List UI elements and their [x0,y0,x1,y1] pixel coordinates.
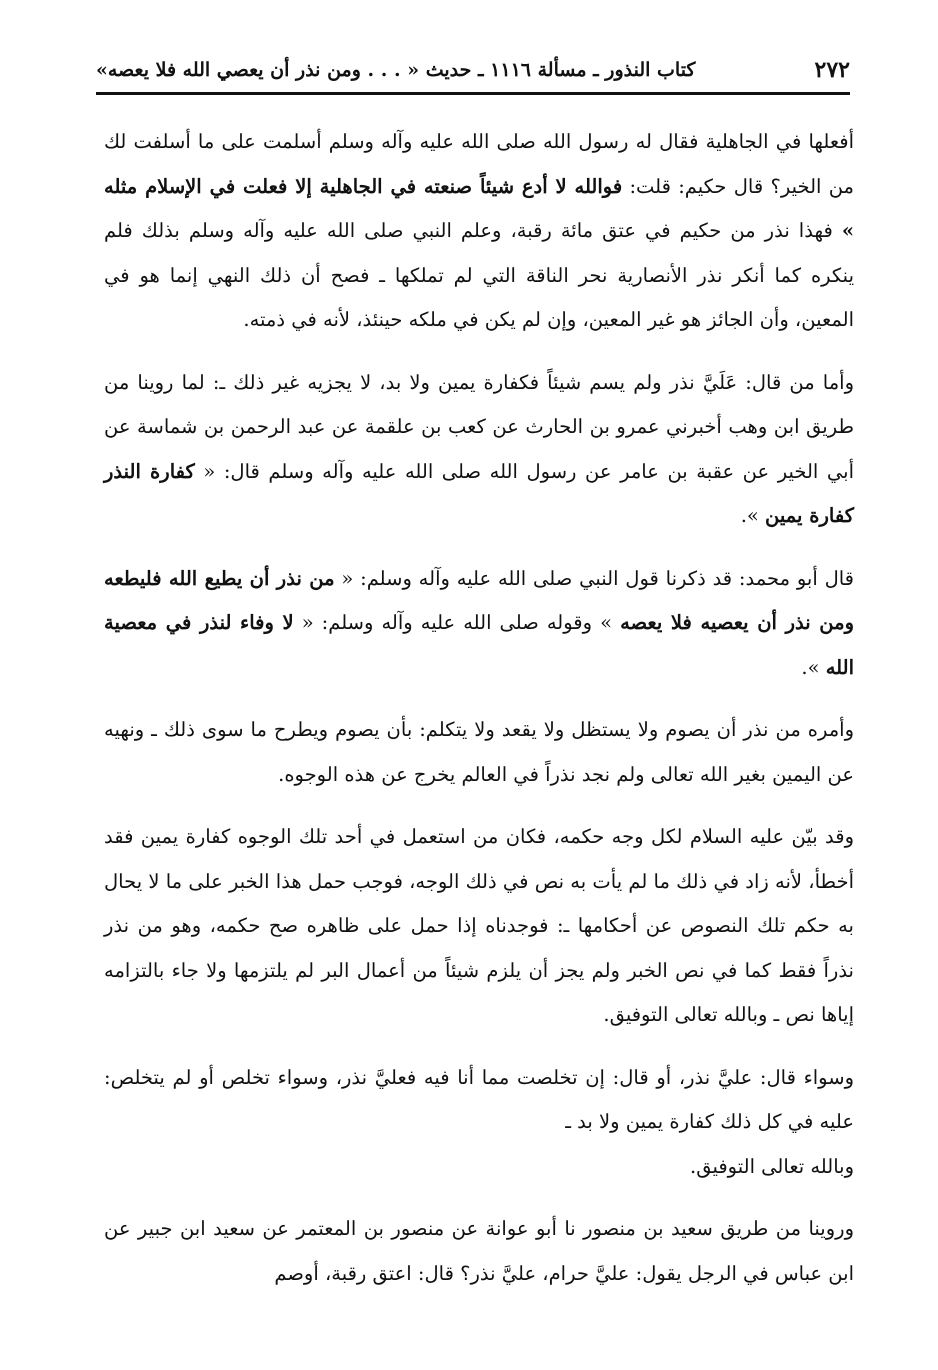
p1-text-a: أفعلها في الجاهلية فقال له رسول الله صلى الله عليه وآله وسلم أسلمت على ما أسلفت لك من الخير؟ قال حكيم: قلت: [104,130,854,198]
running-title: كتاب النذور ـ مسألة ١١١٦ ـ حديث « . . . ومن نذر أن يعصي الله فلا يعصه» [96,59,696,81]
p3-hadith-1: من نذر أن يطيع الله فليطعه ومن نذر أن يعصيه فلا يعصه [104,566,854,634]
paragraph-4: وأمره من نذر أن يصوم ولا يستظل ولا يقعد ولا يتكلم: بأن يصوم ويطرح ما سوى ذلك ـ ونهيه عن اليمين بغير الله تعالى ولم نجد نذراً في العالم يخرج عن هذه الوجوه. [104,718,854,786]
p2-text-a: وأما من قال: عَلَيَّ نذر ولم يسم شيئاً فكفارة يمين ولا بد، لا يجزيه غير ذلك ـ: لما روينا من طريق ابن وهب أخبرني عمرو بن الحارث عن كعب بن علقمة عن عبد الرحمن بن شماسة عن أبي الخير عن عقبة بن عامر عن رسول الله صلى الله عليه وآله وسلم قال: « [104,370,854,483]
paragraph-2 [104,361,854,539]
paragraph-1 [104,120,854,343]
page-number: ٢٧٢ [814,57,850,83]
p2-hadith: كفارة النذر كفارة يمين [104,459,854,527]
p3-hadith-2: لا وفاء لنذر في معصية الله [104,611,854,679]
page-header [96,48,850,95]
paragraph-7: وبالله تعالى التوفيق. [690,1154,854,1178]
p1-text-c: فهذا نذر من حكيم في عتق مائة رقبة، وعلم النبي صلى الله عليه وآله وسلم بذلك فلم ينكره كما أنكر نذر الأنصارية نحر الناقة التي لم تملكها ـ فصح أن ذلك النهي إنما هو في المعين، وأن الجائز هو غير المعين، وإن لم يكن في ملكه حينئذ، لأنه في ذمته. [104,219,854,331]
paragraph-6: وسواء قال: عليَّ نذر، أو قال: إن تخلصت مما أنا فيه فعليَّ نذر، وسواء تخلص أو لم يتخلص: عليه في كل ذلك كفارة يمين ولا بد ـ [104,1065,854,1133]
p2-text-c: ». [740,504,766,527]
paragraph-8: وروينا من طريق سعيد بن منصور نا أبو عوانة عن منصور بن المعتمر عن سعيد ابن جبير عن ابن عباس في الرجل يقول: عليَّ حرام، عليَّ نذر؟ قال: اعتق رقبة، أوصم [104,1217,854,1285]
paragraph-3 [104,557,854,691]
paragraph-5: وقد بيّن عليه السلام لكل وجه حكمه، فكان من استعمل في أحد تلك الوجوه كفارة يمين فقد أخطأ، لأنه زاد في ذلك ما لم يأت به نص في ذلك الوجه، فوجب حمل هذا الخبر على ما لا يحال به حكم تلك النصوص عن أحكامها ـ: فوجدناه إذا حمل على ظاهره صح حكمه، وهو من نذر نذراً فقط كما في نص الخبر ولم يجز أن يلزم شيئاً من أعمال البر لم يلتزمها ولا جاء بالتزامه إياها نص ـ وبالله تعالى التوفيق. [104,825,854,1026]
p1-quote: فوالله لا أدع شيئاً صنعته في الجاهلية إلا فعلت في الإسلام مثله » [104,174,854,242]
p3-text-e: ». [801,655,826,679]
p3-text-a: قال أبو محمد: قد ذكرنا قول النبي صلى الله عليه وآله وسلم: « [334,566,855,590]
page-body [104,120,854,1314]
p3-text-c: » وقوله صلى الله عليه وآله وسلم: « [293,611,621,634]
